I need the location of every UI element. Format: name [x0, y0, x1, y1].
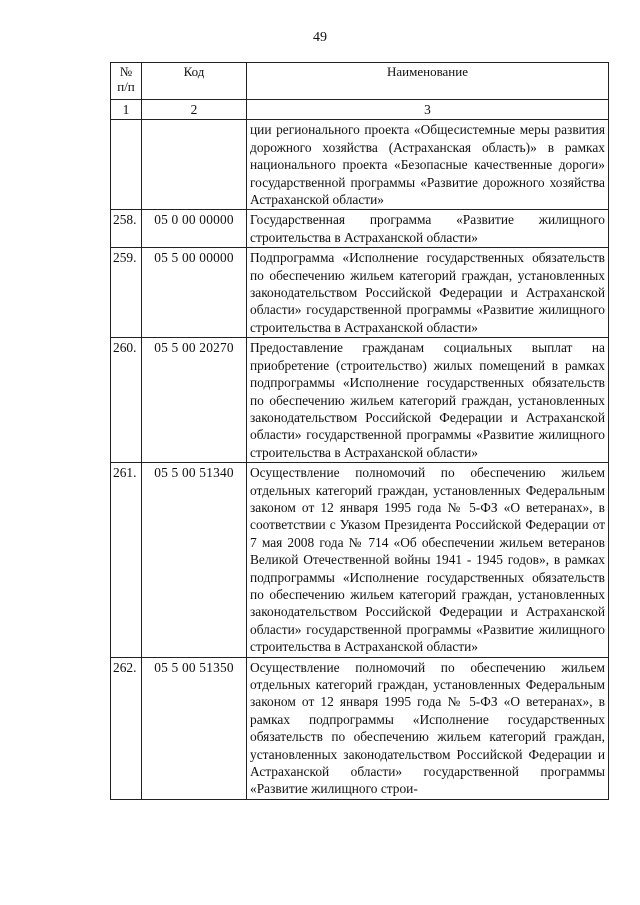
- row-code: 05 5 00 00000: [142, 248, 247, 338]
- row-number: 261.: [111, 463, 142, 657]
- table-row: [111, 248, 609, 338]
- column-index: 3: [247, 100, 609, 120]
- row-number: 260.: [111, 338, 142, 463]
- row-name: Предоставление гражданам социальных выплат на приобретение (строительство) жилых помещений в рамках подпрограммы «Исполнение государственных обязательств по обеспечению жильем категорий граждан, установленных законодательством Российской Федерации и Астраханской области» государственной программы «Развитие жилищного строительства в Астраханской области»: [247, 338, 609, 463]
- classification-table: [110, 62, 609, 800]
- row-code: 05 5 00 51340: [142, 463, 247, 657]
- table-row: [111, 463, 609, 657]
- row-code: 05 5 00 51350: [142, 657, 247, 799]
- row-number: 262.: [111, 657, 142, 799]
- row-name: Осуществление полномочий по обеспечению жильем отдельных категорий граждан, установленных Федеральным законом от 12 января 1995 года № 5-ФЗ «О ветеранах», в соответствии с Указом Президента Российской Федерации от 7 мая 2008 года № 714 «Об обеспечении жильем ветеранов Великой Отечественной войны 1941 - 1945 годов», в рамках подпрограммы «Исполнение государственных обязательств по обеспечению жильем категорий граждан, установленных законодательством Российской Федерации и Астраханской области» государственной программы «Развитие жилищного строительства в Астраханской области»: [247, 463, 609, 657]
- table-header-row: [111, 63, 609, 100]
- row-number: 259.: [111, 248, 142, 338]
- row-name: Государственная программа «Развитие жилищного строительства в Астраханской области»: [247, 210, 609, 248]
- table-row: [111, 210, 609, 248]
- row-name: Подпрограмма «Исполнение государственных обязательств по обеспечению жильем категорий граждан, установленных законодательством Российской Федерации и Астраханской области» государственной программы «Развитие жилищного строительства в Астраханской области»: [247, 248, 609, 338]
- row-name: ции регионального проекта «Общесистемные меры развития дорожного хозяйства (Астраханская область)» в рамках национального проекта «Безопасные качественные дороги» государственной программы «Развитие дорожного хозяйства Астраханской области»: [247, 120, 609, 210]
- table-row: [111, 338, 609, 463]
- column-index: 1: [111, 100, 142, 120]
- row-number: [111, 120, 142, 210]
- row-code: [142, 120, 247, 210]
- header-name: Наименование: [247, 63, 609, 100]
- page-number: 49: [313, 30, 327, 45]
- table-row: [111, 657, 609, 799]
- column-index: 2: [142, 100, 247, 120]
- row-code: 05 5 00 20270: [142, 338, 247, 463]
- table-row: [111, 120, 609, 210]
- column-index-row: [111, 100, 609, 120]
- header-code: Код: [142, 63, 247, 100]
- row-code: 05 0 00 00000: [142, 210, 247, 248]
- row-number: 258.: [111, 210, 142, 248]
- header-num: № п/п: [111, 63, 142, 100]
- row-name: Осуществление полномочий по обеспечению жильем отдельных категорий граждан, установленных Федеральным законом от 12 января 1995 года № 5-ФЗ «О ветеранах», в рамках подпрограммы «Исполнение государственных обязательств по обеспечению жильем категорий граждан, установленных законодательством Российской Федерации и Астраханской области» государственной программы «Развитие жилищного строи-: [247, 657, 609, 799]
